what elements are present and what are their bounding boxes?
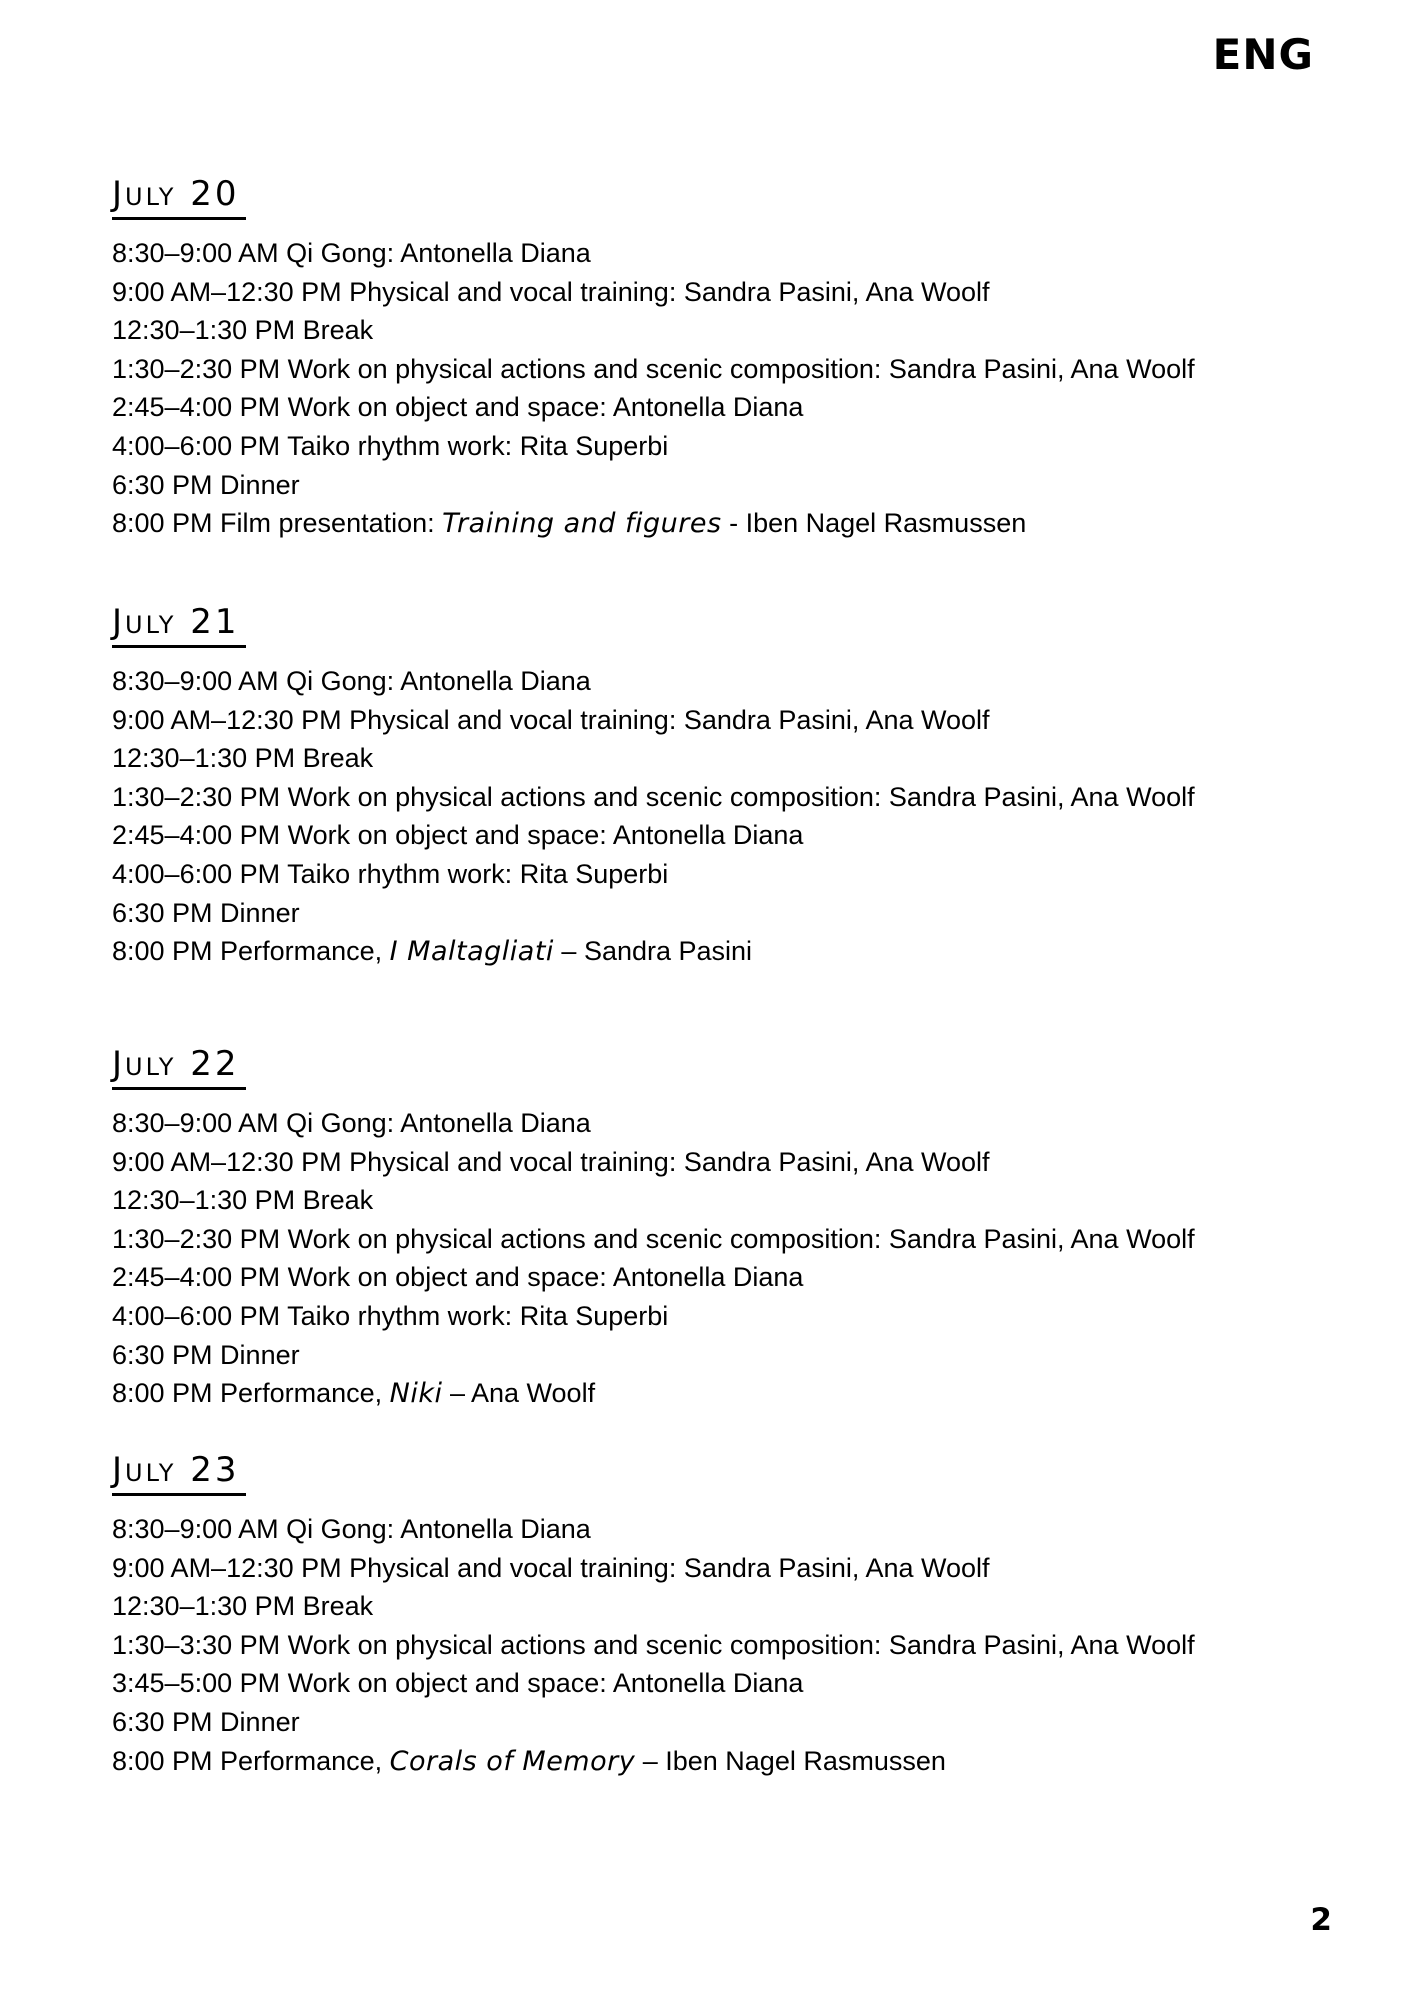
schedule-line-text: 8:00 PM Performance,	[112, 1378, 390, 1409]
schedule-line	[112, 1297, 1374, 1336]
schedule-line-text: 8:30–9:00 AM Qi Gong: Antonella Diana	[112, 1514, 591, 1544]
schedule-line	[112, 234, 1374, 273]
section-july-20	[112, 172, 1374, 544]
schedule-line	[112, 466, 1374, 505]
schedule-line	[112, 932, 1374, 972]
schedule-line	[112, 894, 1374, 933]
schedule-line-text: 8:30–9:00 AM Qi Gong: Antonella Diana	[112, 666, 591, 696]
schedule-line	[112, 388, 1374, 427]
schedule-line-text: 4:00–6:00 PM Taiko rhythm work: Rita Superbi	[112, 1300, 669, 1331]
performance-title: I Maltagliati	[389, 936, 554, 968]
schedule-line	[112, 1143, 1374, 1182]
schedule-line-text: 8:00 PM Film presentation:	[112, 508, 443, 539]
schedule-line-text: 3:45–5:00 PM Work on object and space: Antonella Diana	[112, 1668, 804, 1699]
schedule-line	[112, 855, 1374, 894]
section-heading-text: July 23	[112, 1448, 246, 1496]
schedule-line	[112, 1742, 1374, 1782]
schedule-line-text: 9:00 AM–12:30 PM Physical and vocal training: Sandra Pasini, Ana Woolf	[112, 276, 990, 307]
schedule-line-text: 12:30–1:30 PM Break	[112, 743, 374, 774]
schedule-line-text: 9:00 AM–12:30 PM Physical and vocal training: Sandra Pasini, Ana Woolf	[112, 704, 990, 735]
schedule-line	[112, 1104, 1374, 1143]
schedule-line-text: 1:30–2:30 PM Work on physical actions and scenic composition: Sandra Pasini, Ana Woolf	[112, 1223, 1195, 1254]
page-number: 2	[1310, 1902, 1332, 1938]
schedule-lines	[112, 234, 1374, 544]
section-heading	[112, 1448, 1374, 1496]
schedule-line	[112, 1220, 1374, 1259]
schedule-line	[112, 662, 1374, 701]
section-heading-text: July 22	[112, 1042, 246, 1090]
schedule-line	[112, 427, 1374, 466]
schedule-line	[112, 1181, 1374, 1220]
schedule-line	[112, 1587, 1374, 1626]
schedule-lines	[112, 1104, 1374, 1414]
schedule-line-suffix: - Iben Nagel Rasmussen	[721, 508, 1027, 539]
schedule-line	[112, 350, 1374, 389]
section-heading	[112, 1042, 1374, 1090]
schedule-line-text: 8:30–9:00 AM Qi Gong: Antonella Diana	[112, 1108, 591, 1138]
schedule-line	[112, 1336, 1374, 1375]
schedule-line	[112, 1703, 1374, 1742]
schedule-line-text: 6:30 PM Dinner	[112, 469, 300, 500]
section-heading	[112, 600, 1374, 648]
schedule-line-text: 1:30–2:30 PM Work on physical actions and scenic composition: Sandra Pasini, Ana Woolf	[112, 353, 1195, 384]
section-heading-text: July 21	[112, 600, 246, 648]
schedule-line-text: 12:30–1:30 PM Break	[112, 315, 374, 346]
performance-title: Training and figures	[442, 508, 722, 540]
schedule-line-text: 8:30–9:00 AM Qi Gong: Antonella Diana	[112, 238, 591, 268]
schedule-line-text: 2:45–4:00 PM Work on object and space: Antonella Diana	[112, 1262, 804, 1293]
schedule-line	[112, 1626, 1374, 1665]
schedule-line	[112, 504, 1374, 544]
schedule-line-text: 1:30–2:30 PM Work on physical actions and scenic composition: Sandra Pasini, Ana Woolf	[112, 781, 1195, 812]
schedule-line-text: 9:00 AM–12:30 PM Physical and vocal training: Sandra Pasini, Ana Woolf	[112, 1552, 990, 1583]
section-heading	[112, 172, 1374, 220]
schedule-line-text: 12:30–1:30 PM Break	[112, 1185, 374, 1216]
performance-title: Corals of Memory	[389, 1745, 636, 1777]
schedule-line	[112, 273, 1374, 312]
language-label: ENG	[1212, 30, 1314, 79]
schedule-line	[112, 778, 1374, 817]
schedule-line-text: 8:00 PM Performance,	[112, 936, 390, 967]
schedule-line-text: 1:30–3:30 PM Work on physical actions and scenic composition: Sandra Pasini, Ana Woolf	[112, 1629, 1195, 1660]
schedule-line	[112, 311, 1374, 350]
schedule-line-text: 2:45–4:00 PM Work on object and space: Antonella Diana	[112, 392, 804, 423]
schedule-line	[112, 739, 1374, 778]
schedule-line-text: 4:00–6:00 PM Taiko rhythm work: Rita Superbi	[112, 430, 669, 461]
schedule-line-text: 6:30 PM Dinner	[112, 897, 300, 928]
schedule-line	[112, 1258, 1374, 1297]
schedule-line-suffix: – Sandra Pasini	[553, 936, 753, 967]
schedule-line	[112, 1664, 1374, 1703]
schedule-line-text: 12:30–1:30 PM Break	[112, 1591, 374, 1622]
schedule-line	[112, 701, 1374, 740]
schedule-line-text: 8:00 PM Performance,	[112, 1745, 390, 1776]
schedule-line	[112, 1510, 1374, 1549]
section-july-22	[112, 1042, 1374, 1414]
schedule-line	[112, 816, 1374, 855]
schedule-lines	[112, 1510, 1374, 1781]
schedule-line-text: 6:30 PM Dinner	[112, 1706, 300, 1737]
schedule-line-text: 4:00–6:00 PM Taiko rhythm work: Rita Superbi	[112, 858, 669, 889]
schedule-lines	[112, 662, 1374, 972]
section-july-21	[112, 600, 1374, 972]
schedule-line	[112, 1549, 1374, 1588]
section-july-23	[112, 1448, 1374, 1781]
section-heading-text: July 20	[112, 172, 246, 220]
schedule-line	[112, 1374, 1374, 1414]
performance-title: Niki	[389, 1378, 443, 1410]
schedule-line-suffix: – Iben Nagel Rasmussen	[635, 1745, 946, 1776]
schedule-line-text: 2:45–4:00 PM Work on object and space: Antonella Diana	[112, 820, 804, 851]
schedule-line-text: 9:00 AM–12:30 PM Physical and vocal training: Sandra Pasini, Ana Woolf	[112, 1146, 990, 1177]
schedule-line-suffix: – Ana Woolf	[442, 1378, 596, 1409]
schedule-line-text: 6:30 PM Dinner	[112, 1339, 300, 1370]
